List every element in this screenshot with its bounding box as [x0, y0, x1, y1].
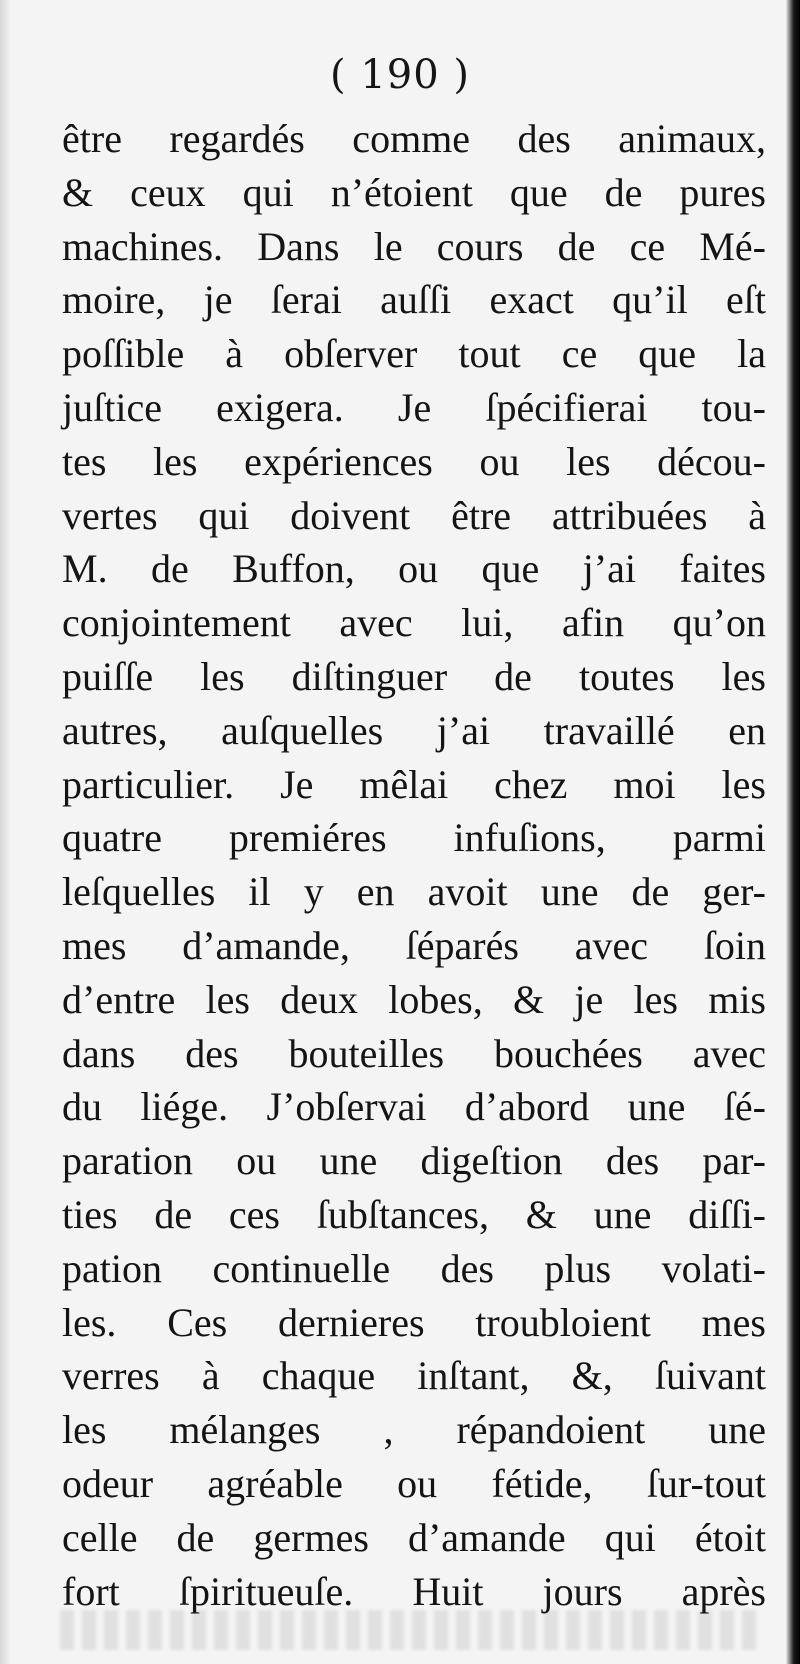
text-line: autres, auſquelles j’ai travaillé en — [62, 707, 766, 753]
text-line: celle de germes d’amande qui étoit — [62, 1514, 766, 1560]
text-line: M. de Buffon, ou que j’ai faites — [62, 546, 766, 592]
text-line: paration ou une digeſtion des par- — [62, 1138, 766, 1184]
text-line: vertes qui doivent être attribuées à — [62, 492, 766, 538]
text-line: tes les expériences ou les décou- — [62, 438, 766, 484]
text-line: pation continuelle des plus volati- — [62, 1245, 766, 1291]
text-line: odeur agréable ou fétide, ſur-tout — [62, 1460, 766, 1506]
text-line: moire, je ſerai auſſi exact qu’il eſt — [62, 277, 766, 323]
text-line: les mélanges , répandoient une — [62, 1407, 766, 1453]
text-line: d’entre les deux lobes, & je les mis — [62, 976, 766, 1022]
text-line: leſquelles il y en avoit une de ger- — [62, 869, 766, 915]
text-line: fort ſpiritueuſe. Huit jours après — [62, 1568, 766, 1614]
text-line: particulier. Je mêlai chez moi les — [62, 761, 766, 807]
text-line: ties de ces ſubſtances, & une diſſi- — [62, 1191, 766, 1237]
text-line: verres à chaque inſtant, &, ſuivant — [62, 1353, 766, 1399]
text-line: machines. Dans le cours de ce Mé- — [62, 223, 766, 269]
text-line: poſſible à obſerver tout ce que la — [62, 331, 766, 377]
text-line: puiſſe les diſtinguer de toutes les — [62, 653, 766, 699]
text-line: les. Ces dernieres troubloient mes — [62, 1299, 766, 1345]
text-line: mes d’amande, ſéparés avec ſoin — [62, 922, 766, 968]
text-line: quatre premiéres infuſions, parmi — [62, 815, 766, 861]
page-left-margin — [0, 0, 10, 1664]
text-line: dans des bouteilles bouchées avec — [62, 1030, 766, 1076]
text-line: du liége. J’obſervai d’abord une ſé- — [62, 1084, 766, 1130]
text-line: être regardés comme des animaux, — [62, 116, 766, 161]
page-number: ( 190 ) — [330, 52, 470, 98]
text-line: & ceux qui n’étoient que de pures — [62, 169, 766, 215]
text-line: conjointement avec lui, afin qu’on — [62, 600, 766, 646]
body-text — [62, 112, 766, 1618]
page-right-edge — [786, 0, 800, 1664]
text-line: juſtice exigera. Je ſpécifierai tou- — [62, 384, 766, 430]
